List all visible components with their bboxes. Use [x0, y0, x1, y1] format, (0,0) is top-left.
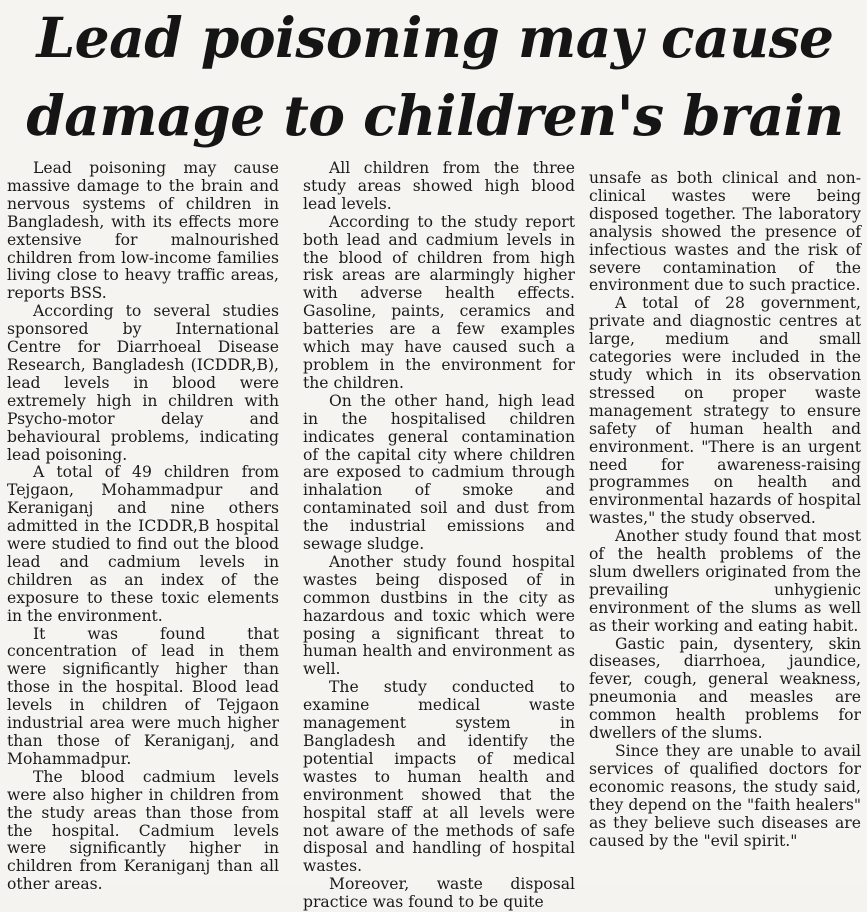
paragraph: A total of 49 children from Tejgaon, Mohammadpur and Keraniganj and nine others admitted in the ICDDR,B hospital were studied to find out the blood lead and cadmium levels in children as an index of the exposure to these toxic elements in the environment.	[7, 463, 279, 625]
paragraph: Another study found that most of the health problems of the slum dwellers originated from the prevailing unhygienic environment of the slums as well as their working and eating habit.	[589, 527, 861, 635]
paragraph: unsafe as both clinical and non-clinical wastes were being disposed together. The laboratory analysis showed the presence of infectious wastes and the risk of severe contamination of the environment due to such practice.	[589, 169, 861, 295]
paragraph: Another study found hospital wastes being disposed of in common dustbins in the city as hazardous and toxic which were posing a significant threat to human health and environment as well.	[303, 552, 575, 679]
paragraph: A total of 28 government, private and diagnostic centres at large, medium and small categories were included in the study which in its observation stressed on proper waste management strategy to ensure safety of human health and environment. "There is an urgent need for awareness-raising programmes on health and environmental hazards of hospital wastes," the study observed.	[589, 294, 861, 528]
paragraph: According to the study report both lead and cadmium levels in the blood of children from high risk areas are alarmingly higher with adverse health effects. Gasoline, paints, ceramics and batteries are a few examples which may have caused such a problem in the environment for the children.	[303, 212, 575, 392]
paragraph: Lead poisoning may cause massive damage to the brain and nervous systems of children in Bangladesh, with its effects more extensive for malnourished children from low-income families living close to heavy traffic areas, reports BSS.	[7, 159, 279, 303]
paragraph: According to several studies sponsored by International Centre for Diarrhoeal Disease Research, Bangladesh (ICDDR,B), lead levels in blood were extremely high in children with Psycho-motor delay and behavioural problems, indicating lead poisoning.	[7, 302, 279, 464]
article-column-3	[589, 170, 861, 892]
paragraph: Since they are unable to avail services of qualified doctors for economic reasons, the study said, they depend on the "faith healers" as they believe such diseases are caused by the "evil spirit."	[589, 742, 861, 850]
paragraph: Gastic pain, dysentery, skin diseases, diarrhoea, jaundice, fever, cough, general weakness, pneumonia and measles are common health problems for dwellers of the slums.	[589, 634, 861, 743]
headline-line-2: damage to children's brain	[26, 83, 844, 148]
paragraph: Moreover, waste disposal practice was found to be quite	[303, 875, 575, 912]
paragraph: The study conducted to examine medical waste management system in Bangladesh and identify the potential impacts of medical wastes to human health and environment showed that the hospital staff at all levels were not aware of the methods of safe disposal and handling of hospital wastes.	[303, 678, 575, 876]
paragraph: On the other hand, high lead in the hospitalised children indicates general contamination of the capital city where children are exposed to cadmium through inhalation of smoke and contaminated soil and dust from the industrial emissions and sewage sludge.	[303, 391, 575, 554]
paragraph: The blood cadmium levels were also higher in children from the study areas than those from the hospital. Cadmium levels were significantly higher in children from Keraniganj than all other areas.	[7, 767, 279, 894]
article-column-1	[7, 159, 279, 894]
article-column-2	[303, 159, 575, 912]
paragraph: It was found that concentration of lead in them were significantly higher than those in the hospital. Blood lead levels in children of Tejgaon industrial area were much higher than those of Keraniganj, and Mohammadpur.	[7, 624, 279, 768]
paragraph: All children from the three study areas showed high blood lead levels.	[303, 159, 575, 213]
headline-line-1: Lead poisoning may cause	[36, 5, 834, 70]
